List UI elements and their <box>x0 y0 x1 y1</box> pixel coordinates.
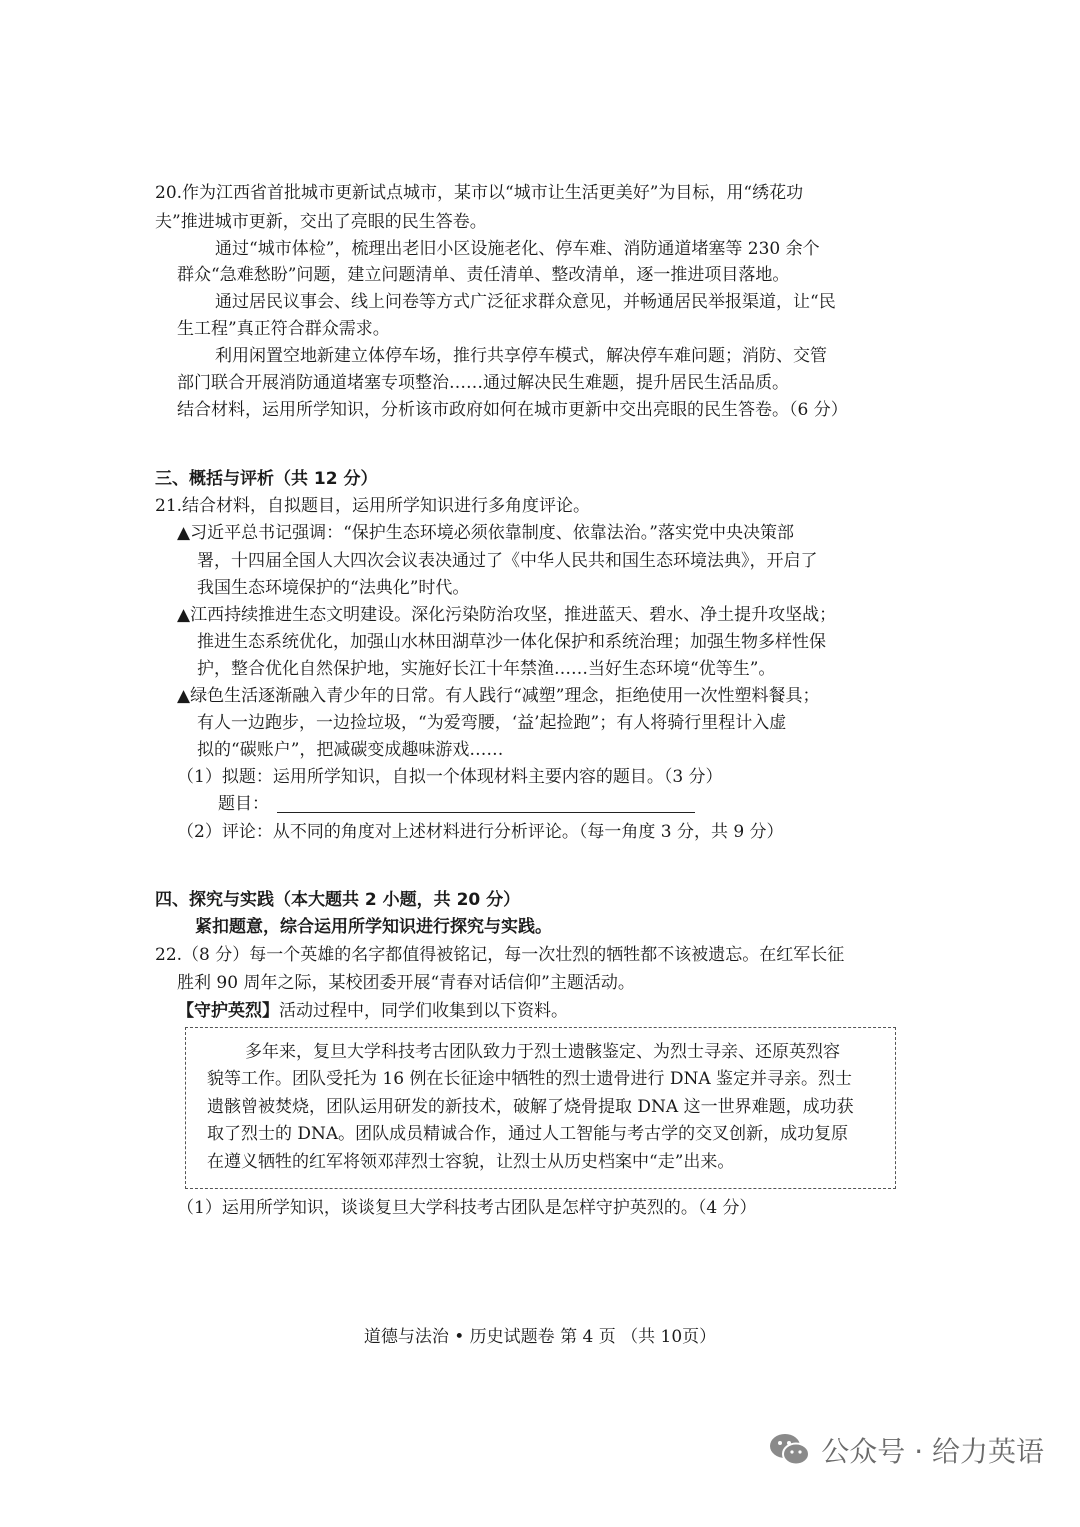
q22-activity-tag: 【守护英烈】 <box>177 1001 279 1021</box>
q21-bullet2-line-2: 推进生态系统优化，加强山水林田湖草沙一体化保护和系统治理；加强生物多样性保 <box>197 632 826 652</box>
watermark-text: 公众号 · 给力英语 <box>821 1435 1044 1468</box>
q22-box-line-5: 在遵义牺牲的红军将领邓萍烈士容貌，让烈士从历史档案中“走”出来。 <box>207 1152 735 1172</box>
q22-sub1: （1）运用所学知识，谈谈复旦大学科技考古团队是怎样守护英烈的。（4 分） <box>177 1198 757 1218</box>
watermark <box>767 1428 1044 1472</box>
q20-line-2: 夫”推进城市更新，交出了亮眼的民生答卷。 <box>155 212 487 232</box>
q22-box-line-3: 遗骸曾被焚烧，团队运用研发的新技术，破解了烧骨提取 DNA 这一世界难题，成功获 <box>207 1097 854 1117</box>
q21-bullet2-line-3: 护，整合优化自然保护地，实施好长江十年禁渔……当好生态环境“优等生”。 <box>197 659 776 679</box>
page-footer: 道德与法治 • 历史试题卷 第 4 页 （共 10页） <box>363 1327 717 1347</box>
q21-bullet3-line-1: ▲绿色生活逐渐融入青少年的日常。有人践行“减塑”理念，拒绝使用一次性塑料餐具； <box>177 686 820 706</box>
q22-activity-text: 活动过程中，同学们收集到以下资料。 <box>279 1001 568 1021</box>
q21-title-label: 题目： <box>218 794 269 814</box>
section3-heading: 三、概括与评析（共 12 分） <box>155 469 378 489</box>
q22-line-2: 胜利 90 周年之际，某校团委开展“青春对话信仰”主题活动。 <box>177 973 635 993</box>
q20-para2-line-2: 生工程”真正符合群众需求。 <box>177 319 390 339</box>
q21-title-answer-line[interactable] <box>277 812 695 813</box>
q22-line-1: 22.（8 分）每一个英雄的名字都值得被铭记，每一次壮烈的牺牲都不该被遗忘。在红军长征 <box>155 945 845 965</box>
q21-bullet2-line-1: ▲江西持续推进生态文明建设。深化污染防治攻坚，推进蓝天、碧水、净土提升攻坚战； <box>177 605 837 625</box>
q20-para2-line-1: 通过居民议事会、线上问卷等方式广泛征求群众意见，并畅通居民举报渠道，让“民 <box>215 292 836 312</box>
q20-line-1: 20.作为江西省首批城市更新试点城市，某市以“城市让生活更美好”为目标，用“绣花功 <box>155 183 804 203</box>
wechat-icon <box>767 1430 813 1470</box>
q21-bullet3-line-3: 拟的“碳账户”，把减碳变成趣味游戏…… <box>197 740 504 760</box>
q22-box-line-2: 貌等工作。团队受托为 16 例在长征途中牺牲的烈士遗骨进行 DNA 鉴定并寻亲。烈士 <box>207 1069 853 1089</box>
q21-bullet1-line-1: ▲习近平总书记强调：“保护生态环境必须依靠制度、依靠法治。”落实党中央决策部 <box>177 523 794 543</box>
q21-bullet1-line-3: 我国生态环境保护的“法典化”时代。 <box>197 578 470 598</box>
q21-bullet1-line-2: 署，十四届全国人大四次会议表决通过了《中华人民共和国生态环境法典》，开启了 <box>197 551 818 571</box>
q21-bullet3-line-2: 有人一边跑步，一边捡垃圾，“为爱弯腰，‘益’起捡跑”；有人将骑行里程计入虚 <box>197 713 787 733</box>
q20-para3-line-1: 利用闲置空地新建立体停车场，推行共享停车模式，解决停车难问题；消防、交管 <box>215 346 827 366</box>
q21-stem: 21.结合材料，自拟题目，运用所学知识进行多角度评论。 <box>155 496 591 516</box>
q22-activity <box>177 999 568 1023</box>
q21-sub2: （2）评论：从不同的角度对上述材料进行分析评论。（每一角度 3 分，共 9 分） <box>177 822 784 842</box>
q22-box-line-4: 取了烈士的 DNA。团队成员精诚合作，通过人工智能与考古学的交叉创新，成功复原 <box>207 1124 849 1144</box>
section4-instruction: 紧扣题意，综合运用所学知识进行探究与实践。 <box>195 917 552 937</box>
q20-para1-line-1: 通过“城市体检”，梳理出老旧小区设施老化、停车难、消防通道堵塞等 230 余个 <box>215 239 820 259</box>
q20-question: 结合材料，运用所学知识，分析该市政府如何在城市更新中交出亮眼的民生答卷。（6 分） <box>177 400 848 420</box>
q22-box-line-1: 多年来，复旦大学科技考古团队致力于烈士遗骸鉴定、为烈士寻亲、还原英烈容 <box>245 1042 840 1062</box>
q20-para3-line-2: 部门联合开展消防通道堵塞专项整治……通过解决民生难题，提升居民生活品质。 <box>177 373 789 393</box>
section4-heading: 四、探究与实践（本大题共 2 小题，共 20 分） <box>155 890 521 910</box>
q21-sub1: （1）拟题：运用所学知识，自拟一个体现材料主要内容的题目。（3 分） <box>177 767 723 787</box>
q20-para1-line-2: 群众“急难愁盼”问题，建立问题清单、责任清单、整改清单，逐一推进项目落地。 <box>177 265 790 285</box>
